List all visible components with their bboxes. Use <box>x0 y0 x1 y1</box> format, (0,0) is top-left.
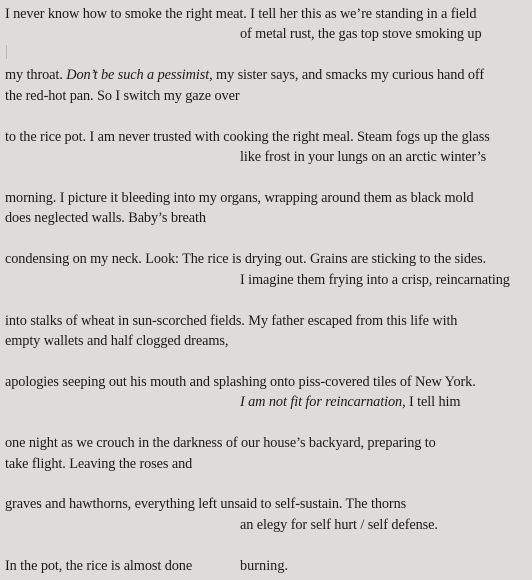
poem-line: to the rice pot. I am never trusted with cooking the right meal. Steam fogs up the glass <box>5 129 490 145</box>
poem-line <box>240 392 460 412</box>
line-text: my sister says, and smacks my curious hand off <box>212 67 484 83</box>
poem-line-trailing: burning. <box>240 558 289 574</box>
italic-text: Don’t be such a pessimist, <box>66 67 213 83</box>
poem-line: the red-hot pan. So I switch my gaze over <box>5 88 240 104</box>
poem-line: condensing on my neck. Look: The rice is drying out. Grains are sticking to the sides. <box>5 251 487 267</box>
poem-line: apologies seeping out his mouth and splashing onto piss-covered tiles of New York. <box>5 374 476 390</box>
line-text: my throat. <box>5 67 67 83</box>
text-cursor <box>6 45 7 59</box>
poem-line: like frost in your lungs on an arctic winter’s <box>240 149 487 165</box>
poem-line: take flight. Leaving the roses and <box>5 456 193 472</box>
poem-line: of metal rust, the gas top stove smoking up <box>240 26 482 42</box>
poem-line <box>5 65 484 85</box>
poem-line: I imagine them frying into a crisp, reincarnating <box>240 272 510 288</box>
line-text: I tell him <box>405 394 461 410</box>
poem-line: I never know how to smoke the right meat. I tell her this as we’re standing in a field <box>5 6 477 22</box>
poem-line: an elegy for self hurt / self defense. <box>240 517 438 533</box>
poem-line: morning. I picture it bleeding into my organs, wrapping around them as black mold <box>5 190 474 206</box>
poem-line: does neglected walls. Baby’s breath <box>5 210 206 226</box>
poem-line: graves and hawthorns, everything left unsaid to self-sustain. The thorns <box>5 496 407 512</box>
italic-text: I am not fit for reincarnation, <box>240 394 406 410</box>
poem-line: one night as we crouch in the darkness of our house’s backyard, preparing to <box>5 435 436 451</box>
poem-line: into stalks of wheat in sun-scorched fields. My father escaped from this life with <box>5 313 458 329</box>
poem-line: In the pot, the rice is almost done <box>5 558 193 574</box>
poem-line: empty wallets and half clogged dreams, <box>5 333 229 349</box>
